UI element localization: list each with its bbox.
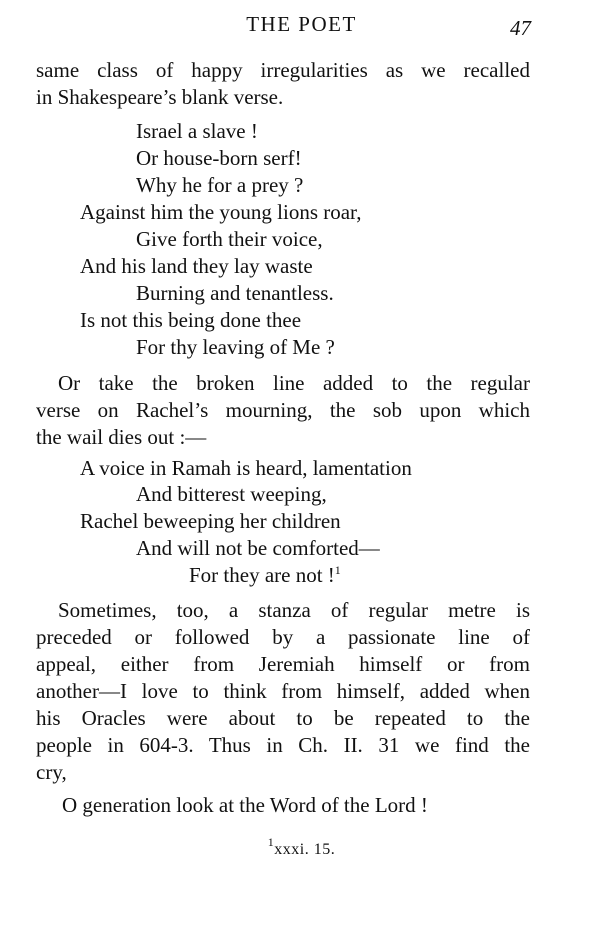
footnote-reference: 1: [334, 563, 341, 577]
running-header-title: THE POET: [246, 12, 357, 36]
paragraph-line: appeal, either from Jeremiah himself or from: [36, 652, 530, 676]
footnote-marker: 1: [267, 835, 275, 849]
paragraph-line: the wail dies out :—: [36, 425, 207, 449]
paragraph-line: his Oracles were about to be repeated to the: [36, 706, 530, 730]
verse-line: A voice in Ramah is heard, lamentation: [80, 456, 412, 480]
verse-line: And will not be comforted—: [136, 536, 380, 560]
footnote: [0, 835, 603, 859]
verse-line: O generation look at the Word of the Lord !: [62, 793, 428, 817]
verse-line-text: For they are not !: [189, 563, 335, 587]
paragraph-line: cry,: [36, 760, 67, 784]
paragraph-line: preceded or followed by a passionate line of: [36, 625, 530, 649]
footnote-text: xxxi. 15.: [274, 841, 336, 858]
verse-line: And his land they lay waste: [80, 254, 313, 278]
verse-line-with-footnote: [189, 562, 341, 588]
verse-line: Why he for a prey ?: [136, 173, 304, 197]
page-number: 47: [510, 16, 531, 40]
verse-line: Rachel beweeping her children: [80, 509, 341, 533]
verse-line: Israel a slave !: [136, 119, 258, 143]
verse-line: Give forth their voice,: [136, 227, 323, 251]
verse-line: Is not this being done thee: [80, 308, 302, 332]
verse-line: Against him the young lions roar,: [80, 200, 362, 224]
paragraph-line: same class of happy irregularities as we recalled: [36, 58, 530, 82]
paragraph-line: verse on Rachel’s mourning, the sob upon which: [36, 398, 530, 422]
verse-line: For thy leaving of Me ?: [136, 335, 335, 359]
paragraph-line: Sometimes, too, a stanza of regular metre is: [58, 598, 530, 622]
verse-line: Or house-born serf!: [136, 146, 302, 170]
verse-line: And bitterest weeping,: [136, 482, 327, 506]
paragraph-line: another—I love to think from himself, added when: [36, 679, 530, 703]
paragraph-line: in Shakespeare’s blank verse.: [36, 85, 284, 109]
paragraph-line: people in 604-3. Thus in Ch. II. 31 we find the: [36, 733, 530, 757]
paragraph-line: Or take the broken line added to the regular: [58, 371, 530, 395]
verse-line: Burning and tenantless.: [136, 281, 334, 305]
